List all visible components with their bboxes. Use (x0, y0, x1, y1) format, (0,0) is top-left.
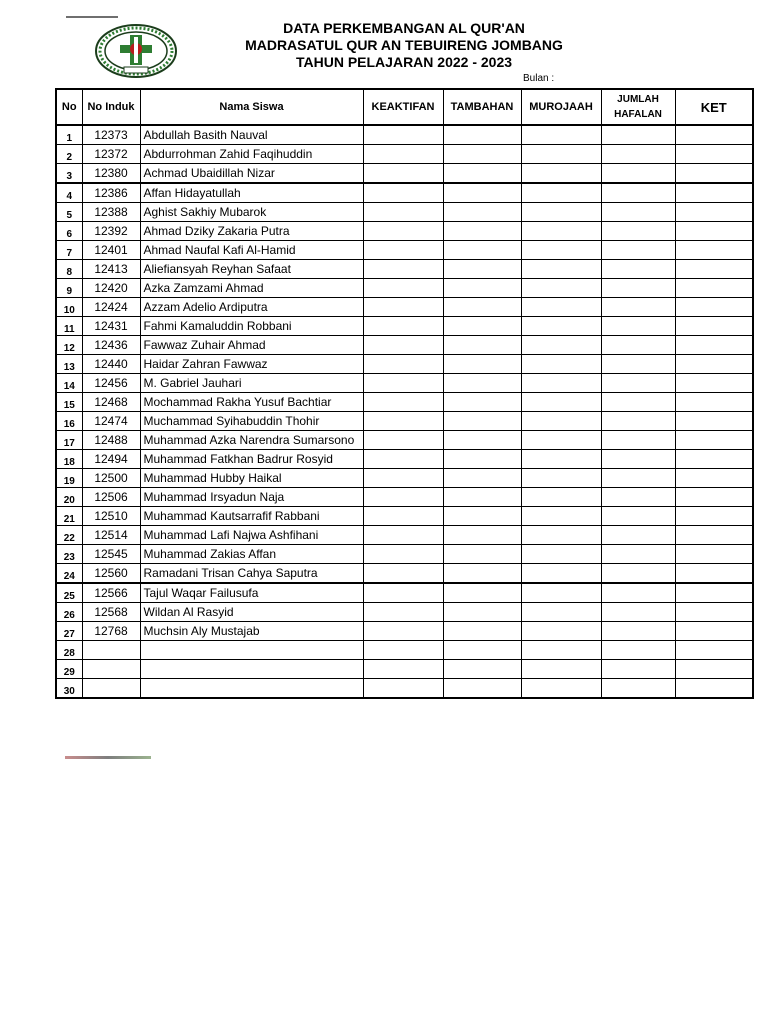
row-murojaah-cell (521, 622, 601, 641)
table-row (56, 393, 753, 412)
row-jumlah-hafalan-cell (601, 660, 675, 679)
row-no-induk-cell: 12488 (82, 431, 140, 450)
row-nama-cell: Abdullah Basith Nauval (140, 125, 363, 145)
table-row (56, 507, 753, 526)
row-murojaah-cell (521, 355, 601, 374)
header-jumlah-hafalan (601, 89, 675, 125)
row-nama-cell: Ramadani Trisan Cahya Saputra (140, 564, 363, 584)
row-keaktifan-cell (363, 183, 443, 203)
table-row (56, 431, 753, 450)
row-no-induk-cell: 12420 (82, 279, 140, 298)
row-no-induk-cell: 12560 (82, 564, 140, 584)
row-ket-cell (675, 641, 753, 660)
row-no-induk-cell: 12568 (82, 603, 140, 622)
row-murojaah-cell (521, 583, 601, 603)
header-no: No (56, 89, 82, 125)
row-no-induk-cell: 12474 (82, 412, 140, 431)
row-ket-cell (675, 222, 753, 241)
row-murojaah-cell (521, 260, 601, 279)
row-tambahan-cell (443, 317, 521, 336)
row-no-induk-cell: 12413 (82, 260, 140, 279)
row-jumlah-hafalan-cell (601, 279, 675, 298)
row-keaktifan-cell (363, 412, 443, 431)
row-tambahan-cell (443, 679, 521, 699)
row-murojaah-cell (521, 469, 601, 488)
row-nama-cell (140, 641, 363, 660)
table-row (56, 374, 753, 393)
header-jumlah-line2: HAFALAN (614, 109, 662, 120)
row-nama-cell: Tajul Waqar Failusufa (140, 583, 363, 603)
row-tambahan-cell (443, 393, 521, 412)
row-murojaah-cell (521, 450, 601, 469)
row-ket-cell (675, 164, 753, 184)
table-row (56, 260, 753, 279)
row-murojaah-cell (521, 125, 601, 145)
row-no-induk-cell: 12566 (82, 583, 140, 603)
table-row (56, 355, 753, 374)
row-nama-cell: Muhammad Lafi Najwa Ashfihani (140, 526, 363, 545)
row-jumlah-hafalan-cell (601, 526, 675, 545)
row-nama-cell: Muhammad Kautsarrafif Rabbani (140, 507, 363, 526)
row-ket-cell (675, 545, 753, 564)
table-row (56, 125, 753, 145)
row-tambahan-cell (443, 450, 521, 469)
table-row (56, 603, 753, 622)
row-tambahan-cell (443, 145, 521, 164)
row-no-cell: 17 (56, 431, 82, 450)
row-murojaah-cell (521, 526, 601, 545)
row-jumlah-hafalan-cell (601, 317, 675, 336)
row-nama-cell (140, 679, 363, 699)
row-no-induk-cell: 12431 (82, 317, 140, 336)
row-keaktifan-cell (363, 164, 443, 184)
row-no-cell: 27 (56, 622, 82, 641)
row-no-cell: 14 (56, 374, 82, 393)
row-ket-cell (675, 125, 753, 145)
row-keaktifan-cell (363, 317, 443, 336)
row-keaktifan-cell (363, 488, 443, 507)
row-tambahan-cell (443, 583, 521, 603)
row-keaktifan-cell (363, 622, 443, 641)
row-murojaah-cell (521, 145, 601, 164)
row-tambahan-cell (443, 507, 521, 526)
row-jumlah-hafalan-cell (601, 469, 675, 488)
row-murojaah-cell (521, 317, 601, 336)
row-ket-cell (675, 145, 753, 164)
row-no-induk-cell: 12506 (82, 488, 140, 507)
title-line-1: DATA PERKEMBANGAN AL QUR'AN (283, 20, 525, 36)
row-keaktifan-cell (363, 507, 443, 526)
row-no-cell: 10 (56, 298, 82, 317)
row-jumlah-hafalan-cell (601, 222, 675, 241)
row-jumlah-hafalan-cell (601, 679, 675, 699)
table-row (56, 564, 753, 584)
table-row (56, 164, 753, 184)
row-no-induk-cell (82, 660, 140, 679)
row-nama-cell: Muhammad Hubby Haikal (140, 469, 363, 488)
table-row (56, 660, 753, 679)
row-jumlah-hafalan-cell (601, 355, 675, 374)
row-tambahan-cell (443, 603, 521, 622)
header-ket: KET (675, 89, 753, 125)
row-keaktifan-cell (363, 298, 443, 317)
row-keaktifan-cell (363, 279, 443, 298)
row-jumlah-hafalan-cell (601, 431, 675, 450)
row-keaktifan-cell (363, 241, 443, 260)
row-no-induk-cell: 12372 (82, 145, 140, 164)
row-no-induk-cell: 12545 (82, 545, 140, 564)
row-jumlah-hafalan-cell (601, 393, 675, 412)
row-tambahan-cell (443, 469, 521, 488)
row-no-induk-cell: 12500 (82, 469, 140, 488)
row-tambahan-cell (443, 125, 521, 145)
table-row (56, 203, 753, 222)
row-tambahan-cell (443, 660, 521, 679)
row-murojaah-cell (521, 564, 601, 584)
row-nama-cell: Wildan Al Rasyid (140, 603, 363, 622)
row-tambahan-cell (443, 488, 521, 507)
row-nama-cell: Ahmad Dziky Zakaria Putra (140, 222, 363, 241)
row-keaktifan-cell (363, 564, 443, 584)
row-keaktifan-cell (363, 145, 443, 164)
footer-rule (65, 756, 151, 759)
row-ket-cell (675, 583, 753, 603)
row-no-induk-cell: 12510 (82, 507, 140, 526)
header-tambahan: TAMBAHAN (443, 89, 521, 125)
row-no-cell: 26 (56, 603, 82, 622)
row-nama-cell: Muhammad Irsyadun Naja (140, 488, 363, 507)
row-nama-cell: Affan Hidayatullah (140, 183, 363, 203)
row-tambahan-cell (443, 641, 521, 660)
student-progress-table (55, 88, 754, 699)
row-tambahan-cell (443, 260, 521, 279)
row-murojaah-cell (521, 222, 601, 241)
row-nama-cell: Azzam Adelio Ardiputra (140, 298, 363, 317)
row-no-cell: 9 (56, 279, 82, 298)
row-tambahan-cell (443, 279, 521, 298)
row-jumlah-hafalan-cell (601, 374, 675, 393)
row-tambahan-cell (443, 526, 521, 545)
row-no-cell: 28 (56, 641, 82, 660)
row-keaktifan-cell (363, 603, 443, 622)
row-jumlah-hafalan-cell (601, 583, 675, 603)
row-ket-cell (675, 469, 753, 488)
row-ket-cell (675, 203, 753, 222)
row-tambahan-cell (443, 298, 521, 317)
row-no-cell: 15 (56, 393, 82, 412)
row-jumlah-hafalan-cell (601, 641, 675, 660)
row-nama-cell: Aghist Sakhiy Mubarok (140, 203, 363, 222)
row-keaktifan-cell (363, 374, 443, 393)
row-jumlah-hafalan-cell (601, 545, 675, 564)
table-row (56, 488, 753, 507)
row-ket-cell (675, 526, 753, 545)
row-no-induk-cell: 12401 (82, 241, 140, 260)
row-keaktifan-cell (363, 679, 443, 699)
row-jumlah-hafalan-cell (601, 622, 675, 641)
table-row (56, 317, 753, 336)
row-no-induk-cell: 12494 (82, 450, 140, 469)
row-jumlah-hafalan-cell (601, 183, 675, 203)
row-jumlah-hafalan-cell (601, 125, 675, 145)
table-row (56, 145, 753, 164)
row-no-cell: 24 (56, 564, 82, 584)
row-jumlah-hafalan-cell (601, 260, 675, 279)
row-no-cell: 11 (56, 317, 82, 336)
row-murojaah-cell (521, 298, 601, 317)
row-nama-cell: Achmad Ubaidillah Nizar (140, 164, 363, 184)
row-ket-cell (675, 317, 753, 336)
row-murojaah-cell (521, 279, 601, 298)
row-ket-cell (675, 431, 753, 450)
table-row (56, 679, 753, 699)
row-tambahan-cell (443, 355, 521, 374)
table-row (56, 183, 753, 203)
row-nama-cell: Muhammad Fatkhan Badrur Rosyid (140, 450, 363, 469)
row-keaktifan-cell (363, 222, 443, 241)
document-title-block (180, 20, 628, 71)
row-ket-cell (675, 564, 753, 584)
row-keaktifan-cell (363, 545, 443, 564)
row-jumlah-hafalan-cell (601, 203, 675, 222)
row-no-cell: 21 (56, 507, 82, 526)
row-murojaah-cell (521, 431, 601, 450)
table-row (56, 469, 753, 488)
row-nama-cell: Abdurrohman Zahid Faqihuddin (140, 145, 363, 164)
row-murojaah-cell (521, 507, 601, 526)
table-row (56, 336, 753, 355)
row-ket-cell (675, 507, 753, 526)
row-no-induk-cell (82, 641, 140, 660)
header-jumlah-line1: JUMLAH (617, 94, 659, 105)
row-keaktifan-cell (363, 526, 443, 545)
title-line-3: TAHUN PELAJARAN 2022 - 2023 (295, 54, 513, 70)
row-ket-cell (675, 393, 753, 412)
row-tambahan-cell (443, 222, 521, 241)
row-ket-cell (675, 336, 753, 355)
row-no-induk-cell: 12380 (82, 164, 140, 184)
row-no-cell: 4 (56, 183, 82, 203)
table-row (56, 241, 753, 260)
row-murojaah-cell (521, 336, 601, 355)
row-no-induk-cell: 12514 (82, 526, 140, 545)
row-jumlah-hafalan-cell (601, 603, 675, 622)
row-no-cell: 16 (56, 412, 82, 431)
row-keaktifan-cell (363, 469, 443, 488)
row-murojaah-cell (521, 660, 601, 679)
row-keaktifan-cell (363, 260, 443, 279)
row-no-cell: 29 (56, 660, 82, 679)
row-no-cell: 18 (56, 450, 82, 469)
table-row (56, 298, 753, 317)
row-no-cell: 30 (56, 679, 82, 699)
row-no-cell: 12 (56, 336, 82, 355)
row-no-cell: 8 (56, 260, 82, 279)
row-tambahan-cell (443, 336, 521, 355)
row-nama-cell: Mochammad Rakha Yusuf Bachtiar (140, 393, 363, 412)
row-nama-cell: Aliefiansyah Reyhan Safaat (140, 260, 363, 279)
row-jumlah-hafalan-cell (601, 412, 675, 431)
row-nama-cell: Azka Zamzami Ahmad (140, 279, 363, 298)
row-no-induk-cell: 12424 (82, 298, 140, 317)
row-murojaah-cell (521, 183, 601, 203)
row-keaktifan-cell (363, 450, 443, 469)
row-jumlah-hafalan-cell (601, 507, 675, 526)
header-murojaah: MUROJAAH (521, 89, 601, 125)
row-murojaah-cell (521, 679, 601, 699)
row-keaktifan-cell (363, 393, 443, 412)
row-murojaah-cell (521, 545, 601, 564)
row-no-induk-cell: 12373 (82, 125, 140, 145)
row-ket-cell (675, 298, 753, 317)
row-keaktifan-cell (363, 641, 443, 660)
row-tambahan-cell (443, 545, 521, 564)
table-row (56, 583, 753, 603)
row-murojaah-cell (521, 641, 601, 660)
row-jumlah-hafalan-cell (601, 164, 675, 184)
row-ket-cell (675, 355, 753, 374)
row-keaktifan-cell (363, 583, 443, 603)
row-jumlah-hafalan-cell (601, 488, 675, 507)
row-ket-cell (675, 603, 753, 622)
bulan-label: Bulan : (523, 73, 555, 84)
row-nama-cell: Fawwaz Zuhair Ahmad (140, 336, 363, 355)
row-ket-cell (675, 622, 753, 641)
row-jumlah-hafalan-cell (601, 336, 675, 355)
row-ket-cell (675, 374, 753, 393)
row-ket-cell (675, 488, 753, 507)
row-nama-cell: Muhammad Zakias Affan (140, 545, 363, 564)
row-jumlah-hafalan-cell (601, 564, 675, 584)
table-row (56, 412, 753, 431)
row-tambahan-cell (443, 374, 521, 393)
row-tambahan-cell (443, 241, 521, 260)
row-murojaah-cell (521, 203, 601, 222)
row-nama-cell: Muhammad Azka Narendra Sumarsono (140, 431, 363, 450)
row-murojaah-cell (521, 488, 601, 507)
row-ket-cell (675, 279, 753, 298)
row-no-induk-cell: 12392 (82, 222, 140, 241)
row-tambahan-cell (443, 203, 521, 222)
row-no-induk-cell: 12440 (82, 355, 140, 374)
row-murojaah-cell (521, 393, 601, 412)
table-row (56, 450, 753, 469)
row-murojaah-cell (521, 164, 601, 184)
row-no-cell: 7 (56, 241, 82, 260)
row-nama-cell: Fahmi Kamaluddin Robbani (140, 317, 363, 336)
table-row (56, 526, 753, 545)
row-tambahan-cell (443, 564, 521, 584)
row-keaktifan-cell (363, 125, 443, 145)
row-jumlah-hafalan-cell (601, 145, 675, 164)
row-jumlah-hafalan-cell (601, 241, 675, 260)
row-no-induk-cell (82, 679, 140, 699)
row-no-cell: 22 (56, 526, 82, 545)
row-nama-cell: M. Gabriel Jauhari (140, 374, 363, 393)
table-row (56, 279, 753, 298)
row-nama-cell: Muchsin Aly Mustajab (140, 622, 363, 641)
row-nama-cell: Ahmad Naufal Kafi Al-Hamid (140, 241, 363, 260)
row-jumlah-hafalan-cell (601, 450, 675, 469)
row-ket-cell (675, 412, 753, 431)
row-murojaah-cell (521, 412, 601, 431)
row-nama-cell (140, 660, 363, 679)
table-header-row (56, 89, 753, 125)
header-nama-siswa: Nama Siswa (140, 89, 363, 125)
row-no-cell: 6 (56, 222, 82, 241)
row-ket-cell (675, 241, 753, 260)
header-rule (66, 16, 118, 18)
row-keaktifan-cell (363, 203, 443, 222)
table-row (56, 641, 753, 660)
title-line-2: MADRASATUL QUR AN TEBUIRENG JOMBANG (245, 37, 563, 53)
row-no-cell: 3 (56, 164, 82, 184)
row-jumlah-hafalan-cell (601, 298, 675, 317)
madrasah-seal-icon (94, 23, 178, 79)
row-no-induk-cell: 12386 (82, 183, 140, 203)
row-ket-cell (675, 450, 753, 469)
row-tambahan-cell (443, 622, 521, 641)
row-ket-cell (675, 660, 753, 679)
table-row (56, 622, 753, 641)
row-no-induk-cell: 12768 (82, 622, 140, 641)
row-ket-cell (675, 679, 753, 699)
row-keaktifan-cell (363, 355, 443, 374)
row-murojaah-cell (521, 374, 601, 393)
row-nama-cell: Muchammad Syihabuddin Thohir (140, 412, 363, 431)
row-tambahan-cell (443, 164, 521, 184)
row-no-cell: 1 (56, 125, 82, 145)
table-row (56, 222, 753, 241)
row-tambahan-cell (443, 431, 521, 450)
row-no-cell: 13 (56, 355, 82, 374)
row-tambahan-cell (443, 412, 521, 431)
header-keaktifan: KEAKTIFAN (363, 89, 443, 125)
row-no-induk-cell: 12436 (82, 336, 140, 355)
header-no-induk: No Induk (82, 89, 140, 125)
row-murojaah-cell (521, 241, 601, 260)
row-ket-cell (675, 183, 753, 203)
row-no-induk-cell: 12388 (82, 203, 140, 222)
row-no-cell: 23 (56, 545, 82, 564)
row-keaktifan-cell (363, 431, 443, 450)
row-nama-cell: Haidar Zahran Fawwaz (140, 355, 363, 374)
row-murojaah-cell (521, 603, 601, 622)
row-keaktifan-cell (363, 660, 443, 679)
row-tambahan-cell (443, 183, 521, 203)
row-no-cell: 19 (56, 469, 82, 488)
row-no-cell: 2 (56, 145, 82, 164)
row-no-cell: 25 (56, 583, 82, 603)
row-ket-cell (675, 260, 753, 279)
row-no-induk-cell: 12456 (82, 374, 140, 393)
table-row (56, 545, 753, 564)
row-no-induk-cell: 12468 (82, 393, 140, 412)
row-no-cell: 5 (56, 203, 82, 222)
row-keaktifan-cell (363, 336, 443, 355)
row-no-cell: 20 (56, 488, 82, 507)
